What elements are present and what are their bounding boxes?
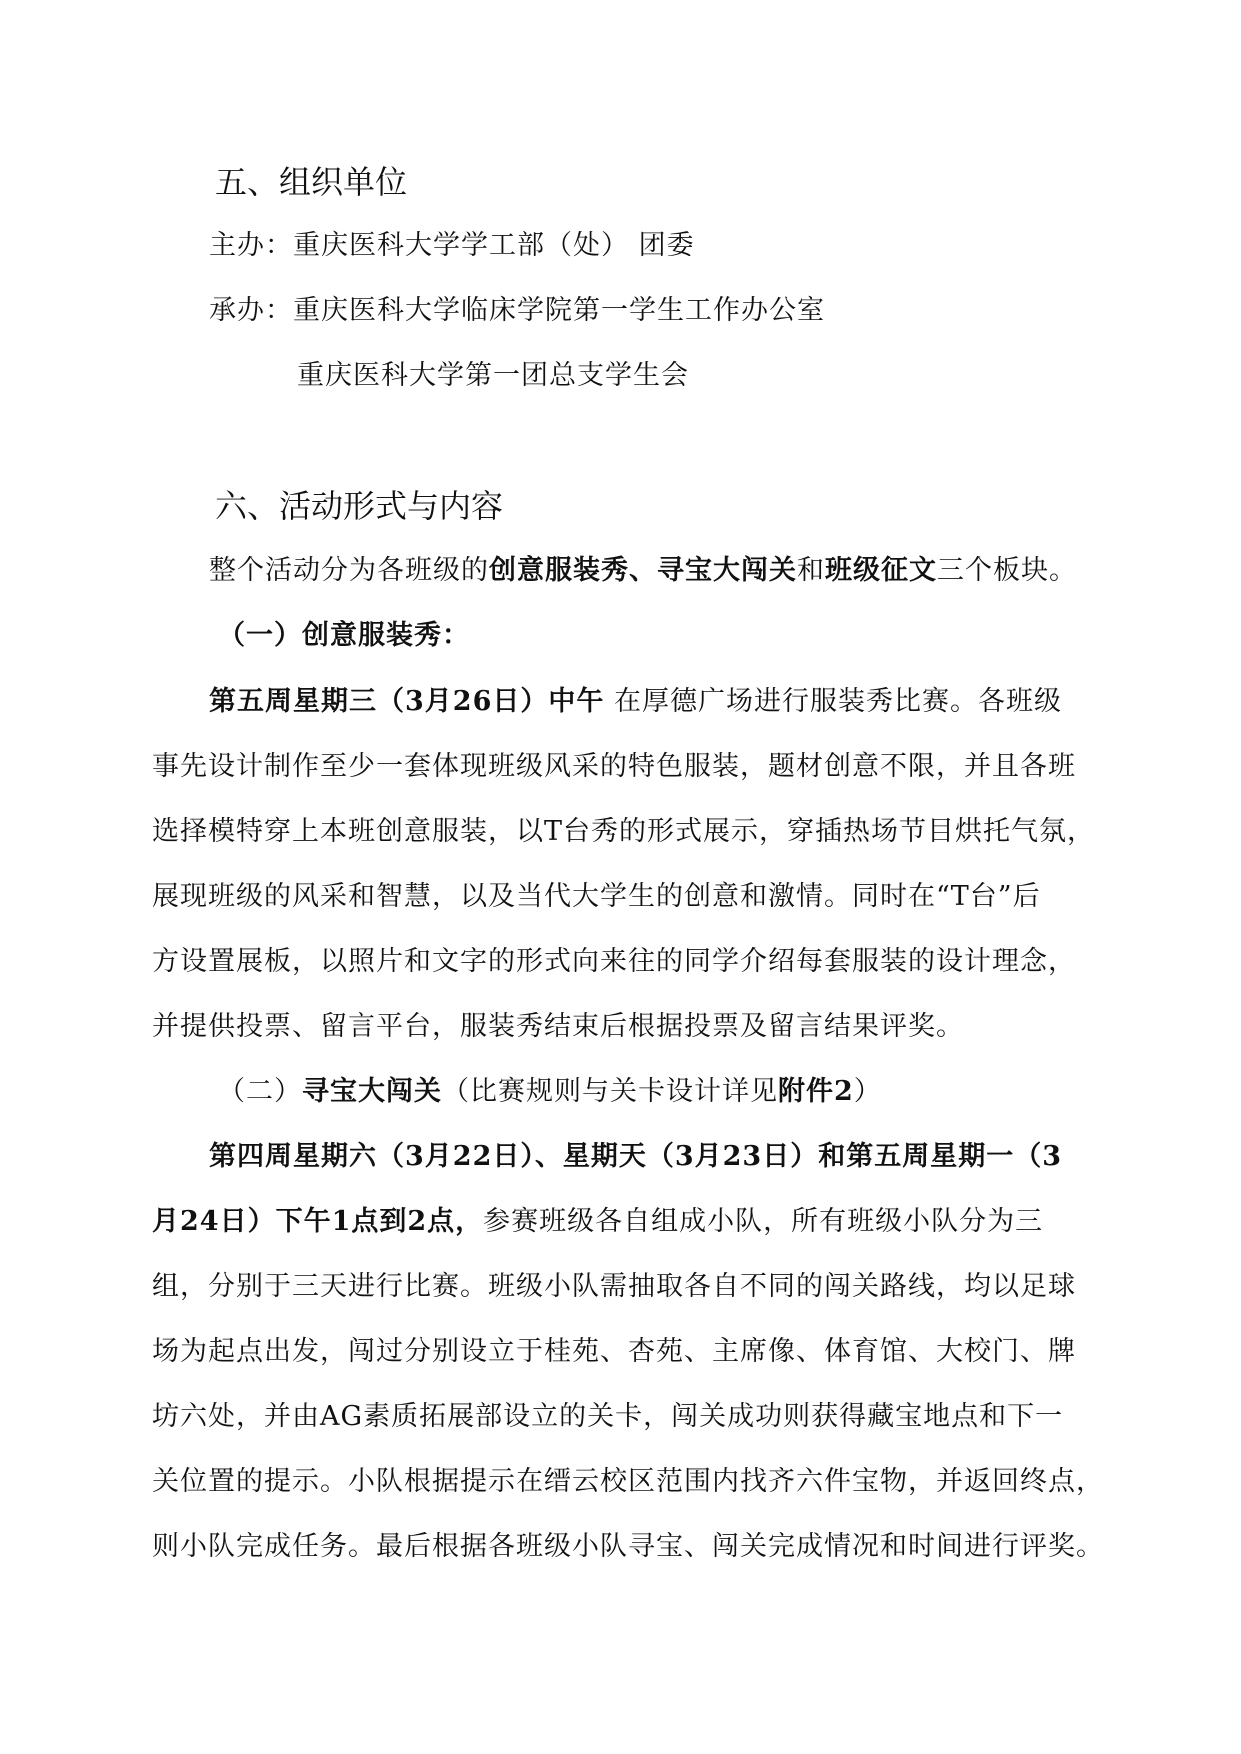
fashion-line-5: 方设置展板，以照片和文字的形式向来往的同学介绍每套服装的设计理念， (152, 946, 1076, 977)
organizer-line-2: 重庆医科大学第一团总支学生会 (297, 360, 689, 391)
fashion-line-4: 展现班级的风采和智慧，以及当代大学生的创意和激情。同时在“T台”后 (152, 881, 1041, 912)
section-heading-activities: 六、活动形式与内容 (215, 487, 504, 525)
treasure-line-6: 关位置的提示。小队根据提示在缙云校区范围内找齐六件宝物，并返回终点， (152, 1466, 1104, 1497)
section-heading-organizers: 五、组织单位 (215, 163, 408, 201)
fashion-line-3: 选择模特穿上本班创意服装，以T台秀的形式展示，穿插热场节目烘托气氛， (152, 816, 1096, 847)
treasure-line-5: 坊六处，并由AG素质拓展部设立的关卡，闯关成功则获得藏宝地点和下一 (152, 1401, 1064, 1432)
host-line: 主办：重庆医科大学学工部（处） 团委 (209, 230, 695, 261)
subsection-heading-treasure-hunt: （二）寻宝大闯关（比赛规则与关卡设计详见附件2） (218, 1076, 882, 1107)
treasure-line-3: 组，分别于三天进行比赛。班级小队需抽取各自不同的闯关路线，均以足球 (152, 1271, 1076, 1302)
fashion-line-6: 并提供投票、留言平台，服装秀结束后根据投票及留言结果评奖。 (152, 1011, 964, 1042)
intro-paragraph: 整个活动分为各班级的创意服装秀、寻宝大闯关和班级征文三个板块。 (209, 555, 1077, 586)
subsection-heading-fashion-show: （一）创意服装秀： (218, 620, 470, 651)
treasure-line-4: 场为起点出发，闯过分别设立于桂苑、杏苑、主席像、体育馆、大校门、牌 (152, 1336, 1076, 1367)
treasure-line-2: 月24日）下午1点到2点，参赛班级各自组成小队，所有班级小队分为三 (152, 1206, 1044, 1237)
organizer-line-1: 承办：重庆医科大学临床学院第一学生工作办公室 (209, 295, 825, 326)
treasure-line-1: 第四周星期六（3月22日）、星期天（3月23日）和第五周星期一（3 (209, 1141, 1063, 1172)
fashion-line-2: 事先设计制作至少一套体现班级风采的特色服装，题材创意不限，并且各班 (152, 751, 1076, 782)
treasure-line-7: 则小队完成任务。最后根据各班级小队寻宝、闯关完成情况和时间进行评奖。 (152, 1531, 1104, 1562)
fashion-line-1: 第五周星期三（3月26日）中午 在厚德广场进行服装秀比赛。各班级 (209, 686, 1062, 717)
